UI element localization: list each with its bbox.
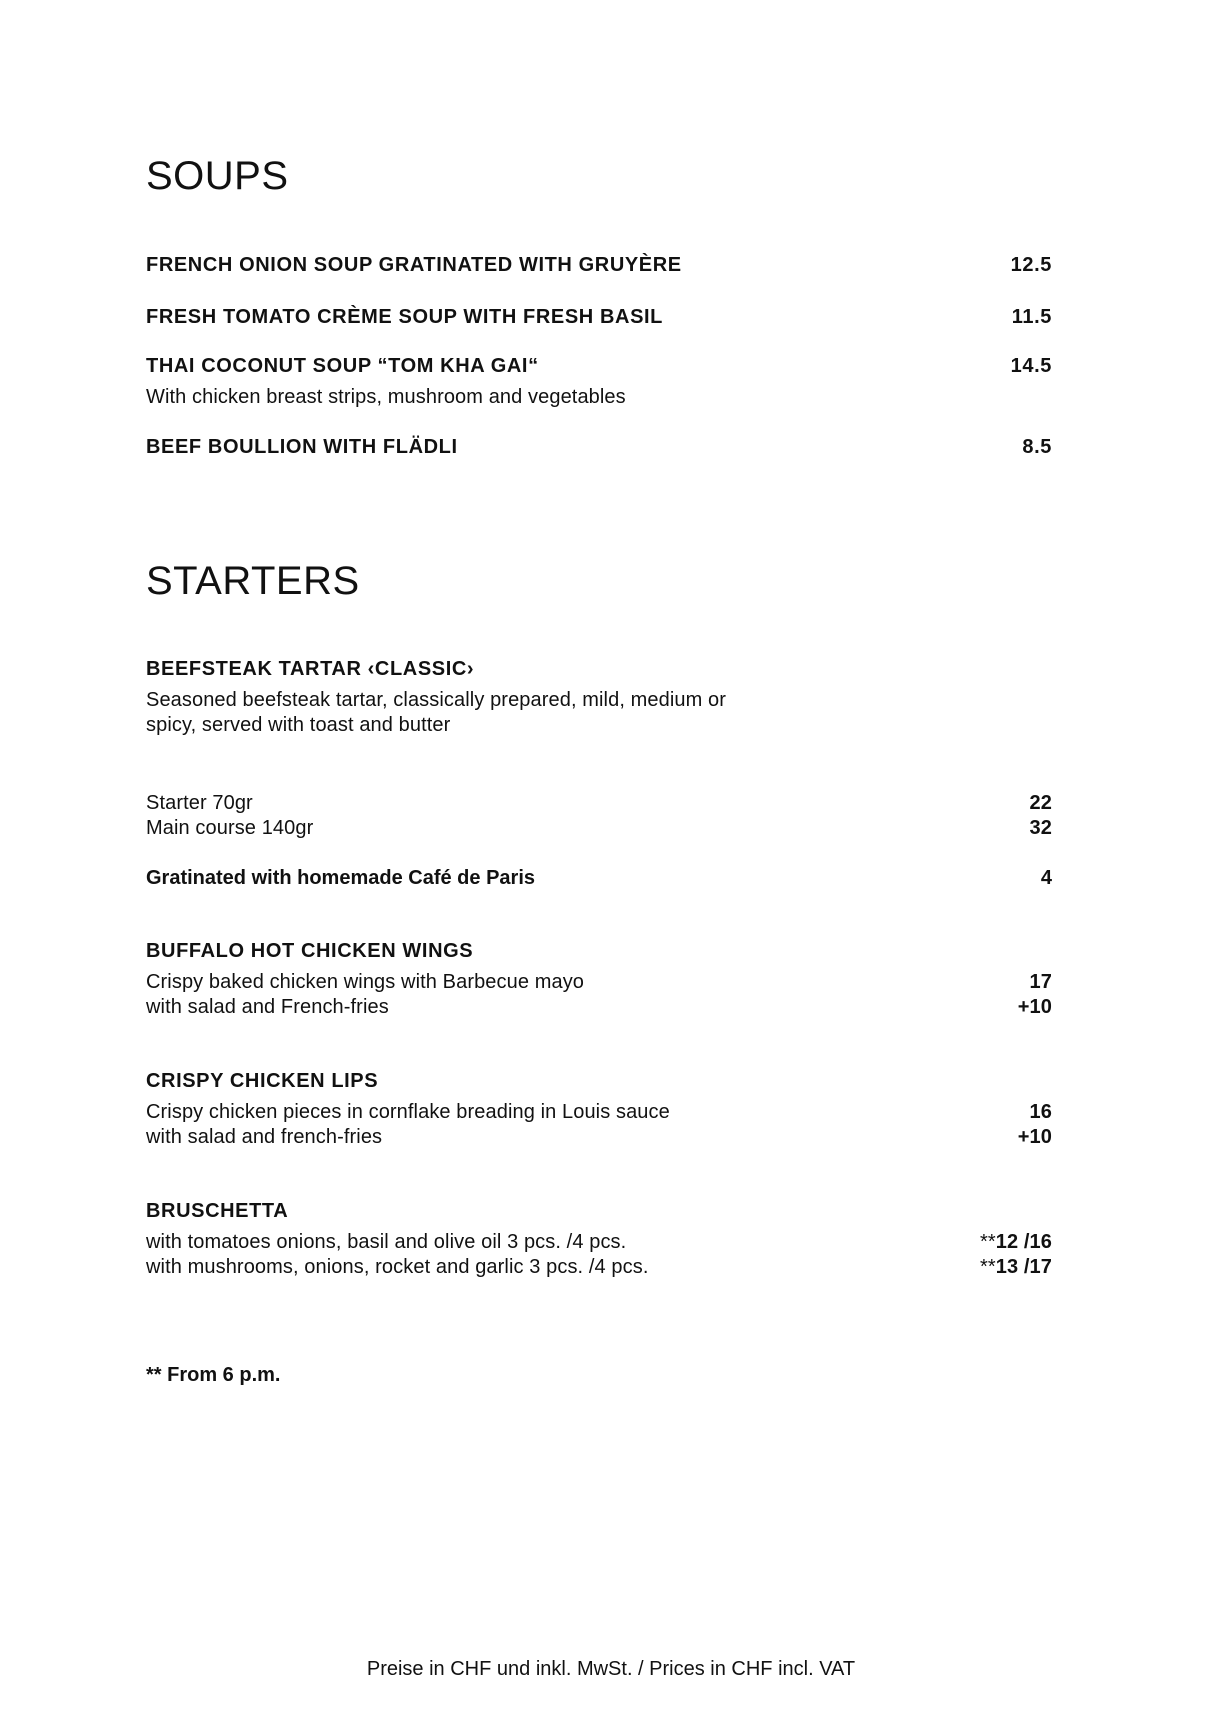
item-description-line: with mushrooms, onions, rocket and garlic 3 pcs. /4 pcs. — [146, 1256, 649, 1278]
item-name: BUFFALO HOT CHICKEN WINGS — [146, 940, 474, 962]
item-name: FRESH TOMATO CRÈME SOUP WITH FRESH BASIL — [146, 306, 663, 328]
price-footer: Preise in CHF und inkl. MwSt. / Prices in CHF incl. VAT — [366, 1658, 856, 1680]
item-price: 8.5 — [1022, 436, 1052, 458]
item-price: +10 — [1017, 1126, 1052, 1148]
option-label: Main course 140gr — [146, 817, 314, 839]
item-name: BRUSCHETTA — [146, 1200, 289, 1222]
item-name: THAI COCONUT SOUP “TOM KHA GAI“ — [146, 355, 539, 377]
item-price: 16 — [1029, 1101, 1052, 1123]
item-description-line: Seasoned beefsteak tartar, classically prepared, mild, medium or — [146, 689, 727, 711]
price-footnote-marker: ** — [980, 1231, 996, 1253]
item-description-line: Crispy chicken pieces in cornflake breading in Louis sauce — [146, 1101, 670, 1123]
item-price: +10 — [1017, 996, 1052, 1018]
item-description-line: with tomatoes onions, basil and olive oil 3 pcs. /4 pcs. — [146, 1231, 627, 1253]
price-value: 13 /17 — [995, 1256, 1052, 1278]
item-price — [980, 1254, 1052, 1280]
item-description-line: with salad and French-fries — [146, 996, 389, 1018]
price-footnote-marker: ** — [980, 1256, 996, 1278]
option-price: 32 — [1029, 817, 1052, 839]
item-price: 17 — [1029, 971, 1052, 993]
footnote-text: ** From 6 p.m. — [146, 1364, 281, 1386]
item-price: 12.5 — [1010, 254, 1052, 276]
starters-heading: STARTERS — [146, 559, 360, 603]
option-label: Gratinated with homemade Café de Paris — [146, 867, 535, 889]
option-price: 22 — [1029, 792, 1052, 814]
item-name: CRISPY CHICKEN LIPS — [146, 1070, 379, 1092]
price-value: 12 /16 — [995, 1231, 1052, 1253]
item-description-line: spicy, served with toast and butter — [146, 714, 451, 736]
option-label: Starter 70gr — [146, 792, 253, 814]
item-name: BEEFSTEAK TARTAR ‹CLASSIC› — [146, 658, 475, 680]
item-price — [980, 1229, 1052, 1255]
item-description-line: Crispy baked chicken wings with Barbecue mayo — [146, 971, 585, 993]
item-name: BEEF BOULLION WITH FLÄDLI — [146, 436, 458, 458]
item-price: 14.5 — [1010, 355, 1052, 377]
option-price: 4 — [1040, 867, 1052, 889]
soups-heading: SOUPS — [146, 154, 289, 198]
item-description-line: with salad and french-fries — [146, 1126, 383, 1148]
item-price: 11.5 — [1011, 306, 1052, 328]
item-name: FRENCH ONION SOUP GRATINATED WITH GRUYÈRE — [146, 254, 682, 276]
item-description: With chicken breast strips, mushroom and vegetables — [146, 386, 626, 408]
